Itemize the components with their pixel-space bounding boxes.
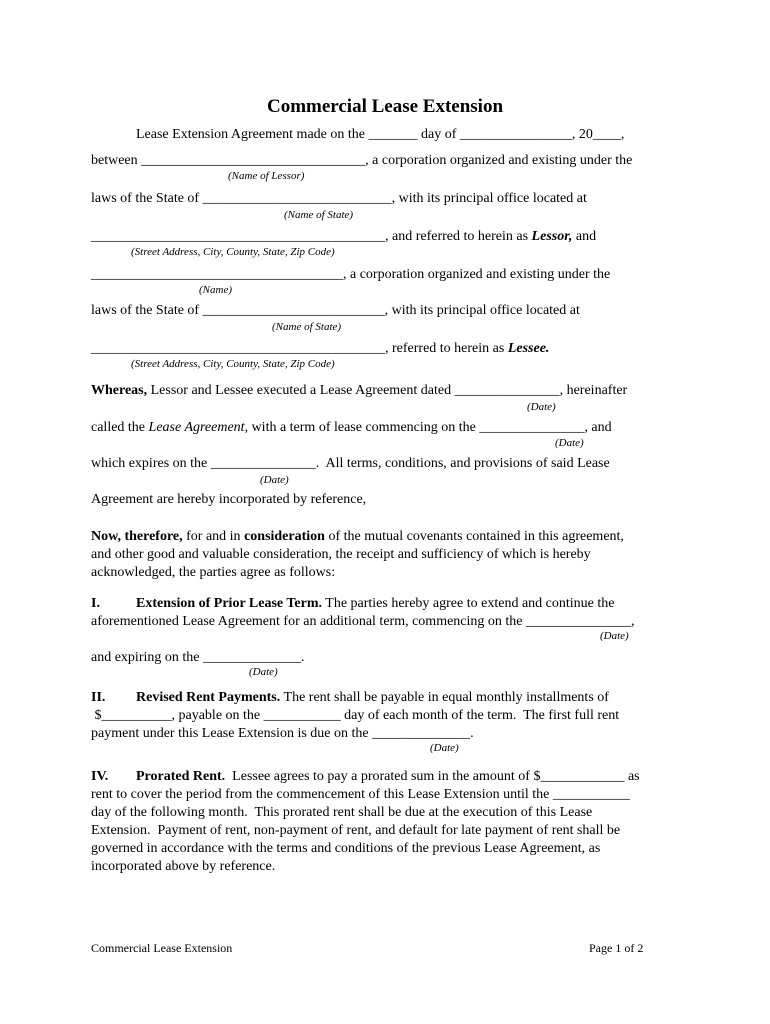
- acknowledged-line: acknowledged, the parties agree as follows:: [91, 565, 336, 580]
- caption-date-4: (Date): [600, 630, 629, 642]
- caption-date-6: (Date): [430, 742, 459, 754]
- caption-name: (Name): [199, 284, 232, 296]
- whereas-line: Whereas, Lessor and Lessee executed a Lease Agreement dated _______________, hereinafter: [91, 383, 628, 398]
- lease-term-line: called the Lease Agreement, with a term of lease commencing on the _______________, and: [91, 420, 612, 435]
- lessor-state-line: laws of the State of ___________________________, with its principal office located at: [91, 191, 587, 206]
- footer-page-number: Page 1 of 2: [589, 941, 644, 955]
- section-i-commencing-line: aforementioned Lease Agreement for an additional term, commencing on the _______________,: [91, 614, 635, 629]
- caption-name-of-lessor: (Name of Lessor): [228, 170, 305, 182]
- caption-address-2: (Street Address, City, County, State, Zip Code): [131, 358, 335, 370]
- section-iv-line-5: governed in accordance with the terms and conditions of the previous Lease Agreement, as: [91, 841, 601, 856]
- caption-address-1: (Street Address, City, County, State, Zip Code): [131, 246, 335, 258]
- section-ii-heading-line: II. Revised Rent Payments. The rent shall be payable in equal monthly installments of: [91, 690, 609, 705]
- caption-date-1: (Date): [527, 401, 556, 413]
- section-iv-line-4: Extension. Payment of rent, non-payment of rent, and default for late payment of rent shall be: [91, 823, 621, 838]
- document-title: Commercial Lease Extension: [266, 96, 504, 117]
- section-iv-line-2: rent to cover the period from the commencement of this Lease Extension until the ___________: [91, 787, 630, 802]
- caption-date-5: (Date): [249, 666, 278, 678]
- lessor-address-line: __________________________________________, and referred to herein as Lessor, and: [91, 229, 597, 244]
- section-ii-payable-line: $__________, payable on the ___________ day of each month of the term. The first full rent: [91, 708, 620, 723]
- caption-date-2: (Date): [555, 437, 584, 449]
- lessor-line: between ________________________________, a corporation organized and existing under the: [91, 153, 633, 168]
- caption-name-of-state-2: (Name of State): [272, 321, 342, 333]
- lessee-state-line: laws of the State of __________________________, with its principal office located at: [91, 303, 580, 318]
- section-iv-heading-line: IV. Prorated Rent. Lessee agrees to pay a prorated sum in the amount of $____________ as: [91, 769, 640, 784]
- agreement-date-line: Lease Extension Agreement made on the _______ day of ________________, 20____,: [136, 127, 625, 142]
- section-iv-line-6: incorporated above by reference.: [91, 859, 276, 874]
- caption-date-3: (Date): [260, 474, 289, 486]
- section-i-heading-line: I. Extension of Prior Lease Term. The parties hereby agree to extend and continue the: [91, 596, 615, 611]
- now-therefore-line: Now, therefore, for and in consideration of the mutual covenants contained in this agreement,: [91, 529, 624, 544]
- section-iv-line-3: day of the following month. This prorated rent shall be due at the execution of this Lease: [91, 805, 593, 820]
- expires-line: which expires on the _______________. All terms, conditions, and provisions of said Lease: [91, 456, 610, 471]
- section-ii-due-line: payment under this Lease Extension is due on the ______________.: [91, 726, 474, 741]
- lessee-address-line: __________________________________________, referred to herein as Lessee.: [91, 341, 550, 356]
- footer-document-name: Commercial Lease Extension: [91, 941, 233, 955]
- caption-name-of-state-1: (Name of State): [284, 209, 354, 221]
- incorporated-line: Agreement are hereby incorporated by reference,: [91, 492, 367, 507]
- consideration-line: and other good and valuable consideration, the receipt and sufficiency of which is hereby: [91, 547, 591, 562]
- lessee-line: ____________________________________, a corporation organized and existing under the: [91, 267, 611, 282]
- section-i-expiring-line: and expiring on the ______________.: [91, 650, 305, 665]
